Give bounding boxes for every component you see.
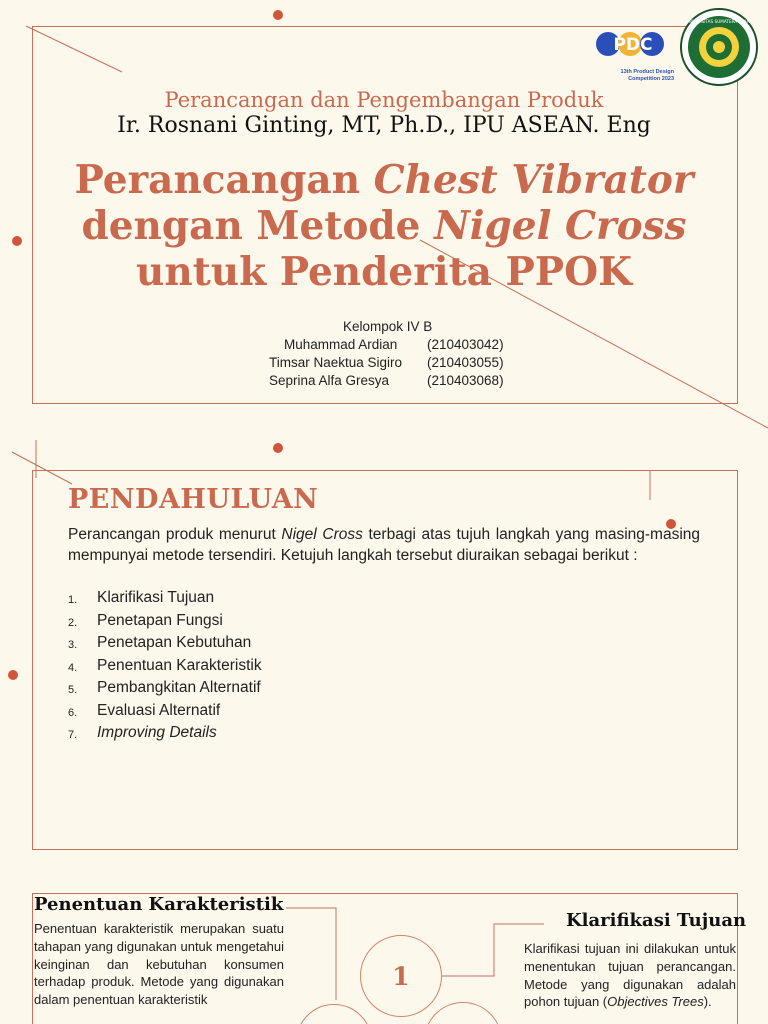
decor-dot: [273, 443, 283, 453]
title-italic-method: Nigel Cross: [434, 203, 687, 249]
list-item: 3. Penetapan Kebutuhan: [68, 634, 252, 651]
list-item: 5. Pembangkitan Alternatif: [68, 679, 261, 696]
decor-dot: [273, 10, 283, 20]
title-line-3: untuk Penderita PPOK: [136, 249, 632, 295]
lecturer-name: Ir. Rosnani Ginting, MT, Ph.D., IPU ASEAN. Eng: [117, 113, 651, 138]
intro-heading: PENDAHULUAN: [68, 484, 319, 515]
competition-caption-1: 13th Product Design: [620, 69, 674, 75]
title-line-1: Perancangan Chest Vibrator: [74, 157, 694, 203]
course-subject: Perancangan dan Pengembangan Produk: [164, 88, 604, 112]
member-id: (210403068): [427, 373, 504, 388]
group-members: [0, 318, 768, 390]
university-seal-logo: [680, 8, 758, 86]
decor-dot: [8, 670, 18, 680]
karakteristik-title: Penentuan Karakteristik: [34, 894, 284, 915]
svg-text:UNIVERSITAS SUMATERA UTARA: UNIVERSITAS SUMATERA UTARA: [685, 19, 753, 24]
group-label: Kelompok IV B: [343, 319, 433, 334]
klarifikasi-text: Klarifikasi tujuan ini dilakukan untuk menentukan tujuan perancangan. Metode yang digunakan adalah pohon tujuan (Objectives Trees).: [524, 941, 736, 1010]
title-line-2: dengan Metode Nigel Cross: [81, 203, 687, 249]
klarifikasi-title: Klarifikasi Tujuan: [566, 910, 747, 931]
member-name: Seprina Alfa Gresya: [269, 373, 390, 388]
svg-text:PDC: PDC: [613, 35, 653, 55]
steps-list: [68, 588, 262, 746]
list-item: 4. Penentuan Karakteristik: [68, 656, 262, 674]
member-name: Muhammad Ardian: [284, 337, 398, 352]
list-item: 7. Improving Details: [68, 724, 217, 741]
list-item: 6. Evaluasi Alternatif: [68, 701, 221, 719]
member-id: (210403042): [427, 337, 504, 352]
list-item: 2. Penetapan Fungsi: [68, 611, 223, 629]
member-name: Timsar Naektua Sigiro: [269, 355, 403, 370]
competition-logo-mark: [592, 24, 674, 64]
competition-logo: [592, 24, 674, 80]
karakteristik-text: Penentuan karakteristik merupakan suatu tahapan yang digunakan untuk mengetahui keinginan dan kebutuhan konsumen terhadap produk. Metode yang digunakan dalam penentuan karakteristik: [34, 921, 284, 1008]
title-italic-product: Chest Vibrator: [373, 157, 694, 203]
member-id: (210403055): [427, 355, 504, 370]
list-item: 1. Klarifikasi Tujuan: [68, 589, 215, 606]
competition-caption-2: Competition 2023: [628, 75, 674, 82]
intro-paragraph: Perancangan produk menurut Nigel Cross terbagi atas tujuh langkah yang masing-masing mempunyai metode tersendiri. Ketujuh langkah tersebut diuraikan sebagai berikut :: [68, 526, 701, 564]
step-number-circle: 1: [360, 935, 442, 1017]
